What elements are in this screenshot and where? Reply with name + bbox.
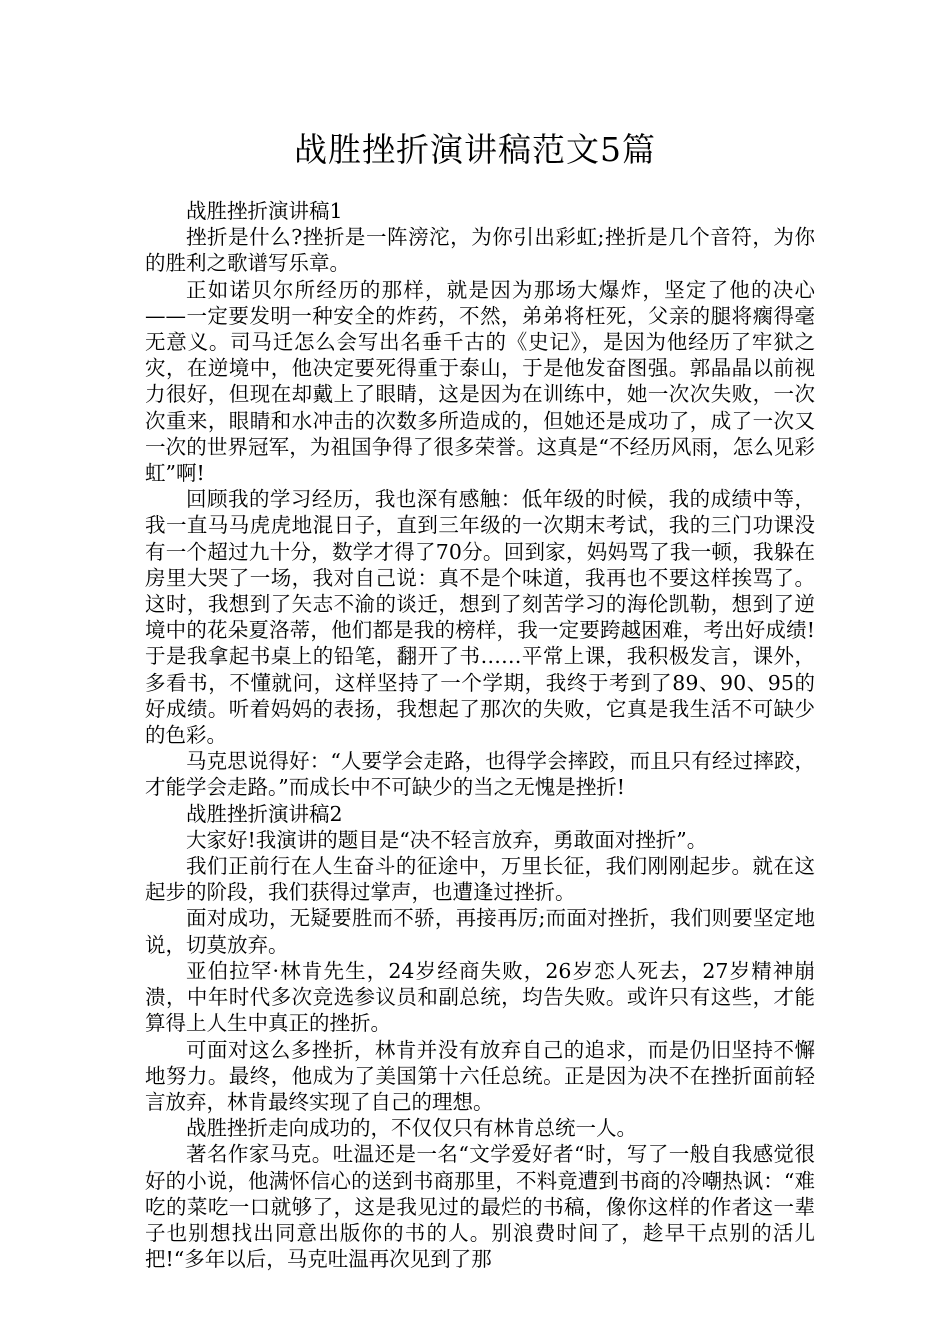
paragraph: 回顾我的学习经历，我也深有感触：低年级的时候，我的成绩中等，我一直马马虎虎地混日子，直到三年级的一次期末考试，我的三门功课没有一个超过九十分，数学才得了70分。回到家，妈妈骂了我一顿，我躲在房里大哭了一场，我对自己说：真不是个味道，我再也不要这样挨骂了。这时，我想到了矢志不渝的谈迁，想到了刻苦学习的海伦凯勒，想到了逆境中的花朵夏洛蒂，他们都是我的榜样，我一定要跨越困难，考出好成绩!于是我拿起书桌上的铅笔，翻开了书……平常上课，我积极发言，课外，多看书，不懂就问，这样坚持了一个学期，我终于考到了89、90、95的好成绩。听着妈妈的表扬，我想起了那次的失败，它真是我生活不可缺少的色彩。 [145, 487, 815, 748]
paragraph: 战胜挫折走向成功的，不仅仅只有林肯总统一人。 [186, 1116, 637, 1141]
document-title: 战胜挫折演讲稿范文5篇 [294, 130, 656, 169]
paragraph: 我们正前行在人生奋斗的征途中，万里长征，我们刚刚起步。就在这起步的阶段，我们获得过掌声，也遭逢过挫折。 [145, 854, 815, 905]
paragraph: 正如诺贝尔所经历的那样，就是因为那场大爆炸，坚定了他的决心——一定要发明一种安全的炸药，不然，弟弟将枉死，父亲的腿将瘸得毫无意义。司马迁怎么会写出名垂千古的《史记》，是因为他经历了牢狱之灾，在逆境中，他决定要死得重于泰山，于是他发奋图强。郭晶晶以前视力很好，但现在却戴上了眼睛，这是因为在训练中，她一次次失败，一次次重来，眼睛和水冲击的次数多所造成的，但她还是成功了，成了一次又一次的世界冠军，为祖国争得了很多荣誉。这真是“不经历风雨，怎么见彩虹”啊! [145, 277, 815, 486]
paragraph: 马克思说得好：“人要学会走路，也得学会摔跤，而且只有经过摔跤，才能学会走路。”而成长中不可缺少的当之无愧是挫折! [145, 749, 815, 800]
paragraph: 亚伯拉罕·林肯先生，24岁经商失败，26岁恋人死去，27岁精神崩溃，中年时代多次竞选参议员和副总统，均告失败。或许只有这些，才能算得上人生中真正的挫折。 [145, 958, 815, 1036]
paragraph: 可面对这么多挫折，林肯并没有放弃自己的追求，而是仍旧坚持不懈地努力。最终，他成为了美国第十六任总统。正是因为决不在挫折面前轻言放弃，林肯最终实现了自己的理想。 [145, 1037, 815, 1114]
paragraph: 著名作家马克。吐温还是一名“文学爱好者“时，写了一般自我感觉很好的小说，他满怀信心的送到书商那里，不料竟遭到书商的冷嘲热讽：“难吃的菜吃一口就够了，这是我见过的最烂的书稿，像你这样的作者这一辈子也别想找出同意出版你的书的人。别浪费时间了，趁早干点别的活儿把!“多年以后，马克吐温再次见到了那 [145, 1142, 815, 1272]
paragraph: 面对成功，无疑要胜而不骄，再接再厉;而面对挫折，我们则要坚定地说，切莫放弃。 [145, 906, 815, 957]
paragraph: 挫折是什么?挫折是一阵滂沱，为你引出彩虹;挫折是几个音符，为你的胜利之歌谱写乐章。 [145, 225, 815, 276]
paragraph-speech-2-heading: 战胜挫折演讲稿2 [186, 801, 343, 826]
document-body [145, 198, 815, 1272]
paragraph: 大家好!我演讲的题目是“决不轻言放弃，勇敢面对挫折”。 [186, 827, 708, 852]
paragraph-speech-1-heading: 战胜挫折演讲稿1 [186, 199, 343, 223]
